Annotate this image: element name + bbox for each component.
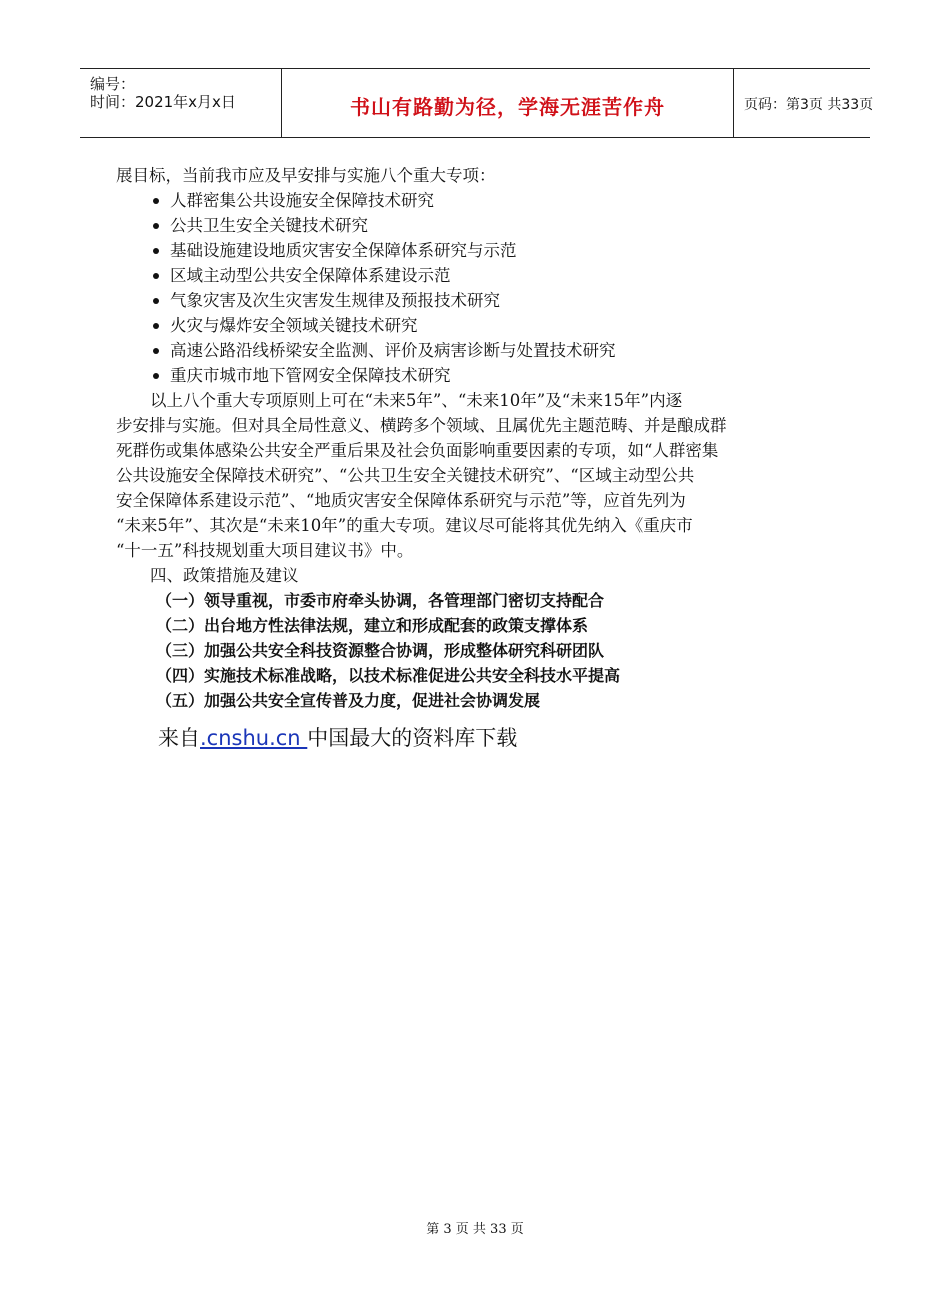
intro-line: 展目标，当前我市应及早安排与实施八个重大专项： (116, 166, 496, 185)
paragraph-line: 公共设施安全保障技术研究”、“公共卫生安全关键技术研究”、“区域主动型公共 (116, 466, 695, 485)
document-header (80, 68, 874, 138)
list-item: 重庆市城市地下管网安全保障技术研究 (116, 363, 846, 388)
bullet-icon (153, 323, 159, 329)
list-item: 基础设施建设地质灾害安全保障体系研究与示范 (116, 238, 846, 263)
bullet-icon (153, 348, 159, 354)
number-label: 编号： (90, 75, 136, 93)
paragraph-line: 步安排与实施。但对具全局性意义、横跨多个领域、且属优先主题范畴、并是酿成群 (116, 416, 727, 435)
list-item: 人群密集公共设施安全保障技术研究 (116, 188, 846, 213)
list-item: 高速公路沿线桥梁安全监测、评价及病害诊断与处置技术研究 (116, 338, 846, 363)
source-link[interactable]: .cnshu.cn (200, 726, 308, 750)
paragraph-line: 安全保障体系建设示范”、“地质灾害安全保障体系研究与示范”等，应首先列为 (116, 491, 686, 510)
page-footer: 第 3 页 共 33 页 (426, 1222, 524, 1237)
paragraph-line: “未来5年”、其次是“未来10年”的重大专项。建议尽可能将其优先纳入《重庆市 (116, 516, 693, 535)
source-note (158, 722, 517, 752)
header-page-cell (734, 69, 874, 137)
bullet-icon (153, 373, 159, 379)
measure-heading: （四）实施技术标准战略，以技术标准促进公共安全科技水平提高 (156, 666, 621, 685)
bullet-icon (153, 298, 159, 304)
list-item: 区域主动型公共安全保障体系建设示范 (116, 263, 846, 288)
bullet-icon (153, 248, 159, 254)
measure-heading: （五）加强公共安全宣传普及力度，促进社会协调发展 (156, 691, 541, 710)
document-body (116, 163, 846, 713)
measure-heading: （一）领导重视，市委市府牵头协调，各管理部门密切支持配合 (156, 591, 605, 610)
bullet-icon (153, 198, 159, 204)
page-code: 页码：第3页 共33页 (744, 97, 874, 113)
bullet-icon (153, 223, 159, 229)
source-suffix: 中国最大的资料库下载 (307, 726, 518, 750)
source-prefix: 来自 (158, 726, 200, 750)
time-label: 时间：2021年x月x日 (90, 93, 236, 111)
paragraph-line: “十一五”科技规划重大项目建议书》中。 (116, 541, 414, 560)
header-info-cell (80, 69, 282, 137)
measure-heading: （三）加强公共安全科技资源整合协调，形成整体研究科研团队 (156, 641, 605, 660)
header-motto-cell (282, 69, 734, 137)
motto: 书山有路勤为径，学海无涯苦作舟 (350, 95, 665, 119)
list-item: 气象灾害及次生灾害发生规律及预报技术研究 (116, 288, 846, 313)
measure-heading: （二）出台地方性法律法规，建立和形成配套的政策支撑体系 (156, 616, 589, 635)
list-item: 火灾与爆炸安全领域关键技术研究 (116, 313, 846, 338)
paragraph-line: 死群伤或集体感染公共安全严重后果及社会负面影响重要因素的专项，如“人群密集 (116, 441, 719, 460)
paragraph-line: 以上八个重大专项原则上可在“未来5年”、“未来10年”及“未来15年”内逐 (150, 391, 683, 410)
bullet-icon (153, 273, 159, 279)
list-item: 公共卫生安全关键技术研究 (116, 213, 846, 238)
section-heading: 四、政策措施及建议 (150, 566, 299, 585)
